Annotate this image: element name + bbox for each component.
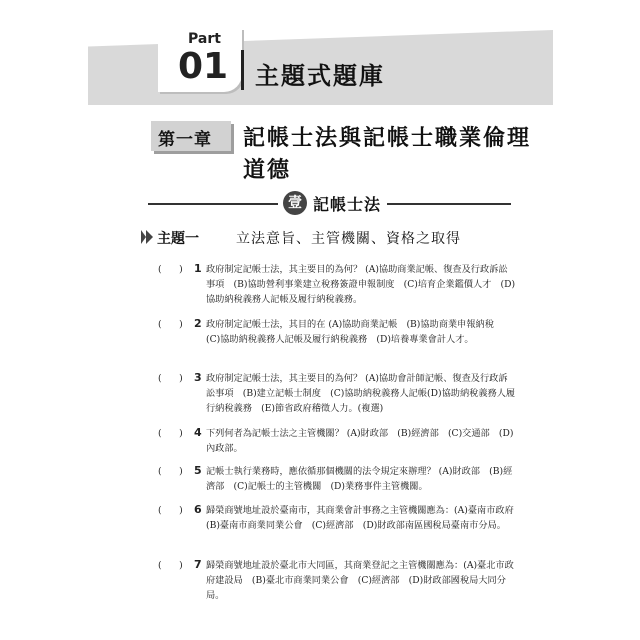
- part-label: Part: [188, 31, 221, 47]
- question-text: 下列何者為記帳士法之主管機關？ (A)財政部 (B)經濟部 (C)交通部 (D)內政部。: [206, 428, 514, 454]
- question-text: 政府制定記帳士法，其主要目的為何？ (A)協助商業記帳、復查及行政訴訟事項 (B)協助營利事業建立稅務簽證申報制度 (C)培育企業鑑價人才 (D)協助納稅義務人記帳及履行納稅義務。: [206, 264, 516, 305]
- chapter-label: 第一章: [158, 130, 212, 150]
- question-number: 4: [194, 426, 202, 439]
- question-number: 6: [194, 503, 202, 516]
- answer-blank[interactable]: ( ): [158, 505, 183, 516]
- part-number: 01: [178, 46, 229, 87]
- question-number: 3: [194, 371, 202, 384]
- answer-blank[interactable]: ( ): [158, 560, 183, 571]
- question-text: 政府制定記帳士法，其目的在 (A)協助商業記帳 (B)協助商業申報納稅 (C)協助納稅義務人記帳及履行納稅義務 (D)培養專業會計人才。: [206, 319, 504, 345]
- question-text: 記帳士執行業務時，應依循那個機關的法令規定來辦理？ (A)財政部 (B)經濟部 (C)記帳士的主管機關 (D)業務事件主管機關。: [206, 466, 513, 492]
- answer-blank[interactable]: ( ): [158, 319, 183, 330]
- question-number: 5: [194, 464, 202, 477]
- page-title: 主題式題庫: [255, 62, 385, 90]
- section-rule-left: [148, 203, 278, 205]
- question-text: 政府制定記帳士法，其主要目的為何？ (A)協助會計師記帳、復查及行政訴訟事項 (B)建立記帳士制度 (C)協助納稅義務人記帳(D)協助納稅義務人履行納稅義務 (E)節省政府稽徵人力。(複選): [206, 373, 516, 414]
- question-text: 歸榮商號地址設於臺北市大同區，其商業登記之主管機關應為：(A)臺北市政府建設局 (B)臺北市商業同業公會 (C)經濟部 (D)財政部國稅局大同分局。: [206, 560, 514, 601]
- section-rule-right: [387, 203, 511, 205]
- chapter-title-line2: 道德: [243, 158, 292, 183]
- question-number: 7: [194, 558, 202, 571]
- answer-blank[interactable]: ( ): [158, 466, 183, 477]
- play-arrow-icon: [141, 230, 153, 244]
- answer-blank[interactable]: ( ): [158, 264, 183, 275]
- section-badge: 壹: [283, 191, 307, 215]
- section-title: 記帳士法: [313, 195, 382, 214]
- topic-label: 主題一: [157, 231, 199, 247]
- answer-blank[interactable]: ( ): [158, 373, 183, 384]
- answer-blank[interactable]: ( ): [158, 428, 183, 439]
- chapter-title-line1: 記帳士法與記帳士職業倫理: [243, 126, 532, 151]
- question-number: 1: [194, 262, 202, 275]
- part-divider: [241, 50, 244, 90]
- topic-text: 立法意旨、主管機關、資格之取得: [236, 231, 461, 247]
- question-number: 2: [194, 317, 202, 330]
- question-text: 歸榮商號地址設於臺南市，其商業會計事務之主管機關應為：(A)臺南市政府 (B)臺南市商業同業公會 (C)經濟部 (D)財政部南區國稅局臺南市分局。: [206, 505, 523, 531]
